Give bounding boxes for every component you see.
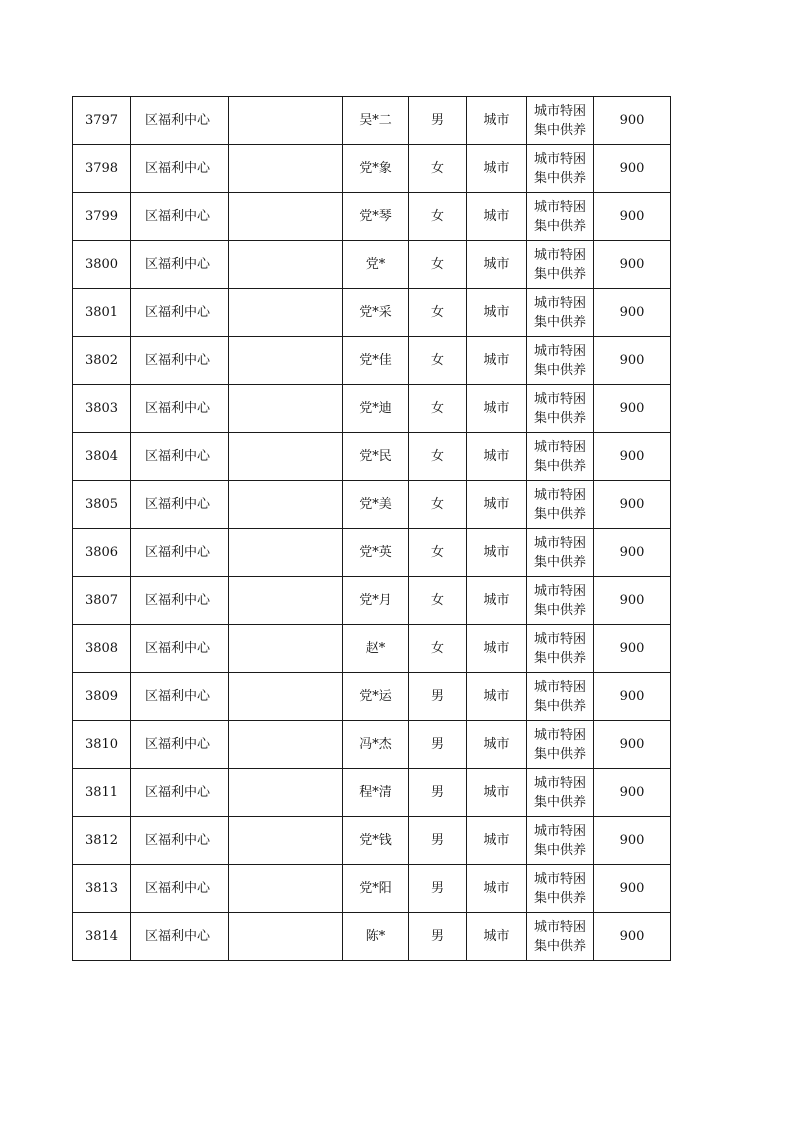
support-type-cell: [527, 625, 594, 673]
area-cell: 城市: [467, 145, 527, 193]
sex-cell: 女: [409, 433, 467, 481]
name-cell: 吴*二: [343, 97, 409, 145]
amount-cell: 900: [594, 289, 671, 337]
area-cell: 城市: [467, 721, 527, 769]
blank-cell: [229, 337, 343, 385]
unit-cell: 区福利中心: [131, 145, 229, 193]
sex-cell: 女: [409, 241, 467, 289]
amount-cell: 900: [594, 529, 671, 577]
support-type-line-1: 城市特困: [533, 439, 586, 455]
area-cell: 城市: [467, 865, 527, 913]
unit-cell: 区福利中心: [131, 337, 229, 385]
support-type-line-2: 集中供养: [533, 506, 586, 522]
row-number: 3807: [73, 577, 131, 625]
amount-cell: 900: [594, 913, 671, 961]
unit-cell: 区福利中心: [131, 817, 229, 865]
support-type-line-2: 集中供养: [533, 266, 586, 282]
row-number: 3808: [73, 625, 131, 673]
area-cell: 城市: [467, 97, 527, 145]
row-number: 3814: [73, 913, 131, 961]
support-type-cell: [527, 481, 594, 529]
support-type-line-1: 城市特困: [533, 103, 586, 119]
area-cell: 城市: [467, 817, 527, 865]
blank-cell: [229, 625, 343, 673]
name-cell: 党*钱: [343, 817, 409, 865]
support-type-line-1: 城市特困: [533, 247, 586, 263]
support-type-line-1: 城市特困: [533, 775, 586, 791]
blank-cell: [229, 721, 343, 769]
sex-cell: 女: [409, 625, 467, 673]
blank-cell: [229, 193, 343, 241]
support-type-line-2: 集中供养: [533, 698, 586, 714]
blank-cell: [229, 817, 343, 865]
support-type-cell: [527, 865, 594, 913]
name-cell: 赵*: [343, 625, 409, 673]
support-type-cell: [527, 577, 594, 625]
blank-cell: [229, 289, 343, 337]
sex-cell: 男: [409, 673, 467, 721]
sex-cell: 女: [409, 193, 467, 241]
blank-cell: [229, 529, 343, 577]
unit-cell: 区福利中心: [131, 577, 229, 625]
table-row: [73, 529, 671, 577]
table-row: [73, 577, 671, 625]
table-body: [73, 97, 671, 961]
name-cell: 党*民: [343, 433, 409, 481]
table-row: [73, 97, 671, 145]
support-type-line-1: 城市特困: [533, 823, 586, 839]
sex-cell: 女: [409, 529, 467, 577]
unit-cell: 区福利中心: [131, 769, 229, 817]
unit-cell: 区福利中心: [131, 193, 229, 241]
row-number: 3802: [73, 337, 131, 385]
sex-cell: 男: [409, 817, 467, 865]
blank-cell: [229, 913, 343, 961]
amount-cell: 900: [594, 721, 671, 769]
row-number: 3800: [73, 241, 131, 289]
name-cell: 党*月: [343, 577, 409, 625]
area-cell: 城市: [467, 337, 527, 385]
amount-cell: 900: [594, 625, 671, 673]
support-type-cell: [527, 97, 594, 145]
table-row: [73, 625, 671, 673]
name-cell: 党*阳: [343, 865, 409, 913]
blank-cell: [229, 385, 343, 433]
row-number: 3797: [73, 97, 131, 145]
support-type-line-2: 集中供养: [533, 314, 586, 330]
unit-cell: 区福利中心: [131, 721, 229, 769]
support-type-cell: [527, 817, 594, 865]
support-type-line-1: 城市特困: [533, 391, 586, 407]
support-type-line-1: 城市特困: [533, 295, 586, 311]
support-type-line-2: 集中供养: [533, 890, 586, 906]
amount-cell: 900: [594, 433, 671, 481]
area-cell: 城市: [467, 433, 527, 481]
amount-cell: 900: [594, 673, 671, 721]
blank-cell: [229, 769, 343, 817]
unit-cell: 区福利中心: [131, 481, 229, 529]
sex-cell: 女: [409, 145, 467, 193]
support-type-cell: [527, 145, 594, 193]
name-cell: 陈*: [343, 913, 409, 961]
row-number: 3798: [73, 145, 131, 193]
blank-cell: [229, 865, 343, 913]
area-cell: 城市: [467, 289, 527, 337]
table-row: [73, 481, 671, 529]
table-row: [73, 769, 671, 817]
amount-cell: 900: [594, 97, 671, 145]
blank-cell: [229, 481, 343, 529]
sex-cell: 女: [409, 577, 467, 625]
amount-cell: 900: [594, 769, 671, 817]
amount-cell: 900: [594, 145, 671, 193]
support-type-line-2: 集中供养: [533, 650, 586, 666]
table-row: [73, 193, 671, 241]
support-type-cell: [527, 529, 594, 577]
support-type-line-2: 集中供养: [533, 362, 586, 378]
sex-cell: 男: [409, 97, 467, 145]
row-number: 3801: [73, 289, 131, 337]
row-number: 3806: [73, 529, 131, 577]
support-type-cell: [527, 241, 594, 289]
area-cell: 城市: [467, 673, 527, 721]
support-type-line-1: 城市特困: [533, 919, 586, 935]
blank-cell: [229, 241, 343, 289]
unit-cell: 区福利中心: [131, 865, 229, 913]
table-row: [73, 433, 671, 481]
support-type-line-2: 集中供养: [533, 458, 586, 474]
support-type-cell: [527, 289, 594, 337]
support-type-line-1: 城市特困: [533, 871, 586, 887]
support-type-cell: [527, 913, 594, 961]
support-type-line-1: 城市特困: [533, 535, 586, 551]
row-number: 3809: [73, 673, 131, 721]
name-cell: 党*迪: [343, 385, 409, 433]
table-row: [73, 145, 671, 193]
name-cell: 党*运: [343, 673, 409, 721]
support-type-line-2: 集中供养: [533, 746, 586, 762]
area-cell: 城市: [467, 577, 527, 625]
area-cell: 城市: [467, 385, 527, 433]
blank-cell: [229, 577, 343, 625]
table-row: [73, 817, 671, 865]
amount-cell: 900: [594, 865, 671, 913]
area-cell: 城市: [467, 193, 527, 241]
support-type-line-1: 城市特困: [533, 199, 586, 215]
support-type-line-1: 城市特困: [533, 151, 586, 167]
row-number: 3812: [73, 817, 131, 865]
row-number: 3805: [73, 481, 131, 529]
name-cell: 党*琴: [343, 193, 409, 241]
sex-cell: 女: [409, 481, 467, 529]
amount-cell: 900: [594, 241, 671, 289]
area-cell: 城市: [467, 625, 527, 673]
sex-cell: 男: [409, 865, 467, 913]
support-type-cell: [527, 673, 594, 721]
amount-cell: 900: [594, 193, 671, 241]
amount-cell: 900: [594, 337, 671, 385]
row-number: 3804: [73, 433, 131, 481]
support-type-line-2: 集中供养: [533, 170, 586, 186]
table-row: [73, 289, 671, 337]
name-cell: 党*佳: [343, 337, 409, 385]
blank-cell: [229, 673, 343, 721]
name-cell: 党*: [343, 241, 409, 289]
sex-cell: 女: [409, 289, 467, 337]
support-type-cell: [527, 433, 594, 481]
amount-cell: 900: [594, 385, 671, 433]
area-cell: 城市: [467, 529, 527, 577]
unit-cell: 区福利中心: [131, 433, 229, 481]
name-cell: 党*英: [343, 529, 409, 577]
support-type-line-2: 集中供养: [533, 842, 586, 858]
name-cell: 党*美: [343, 481, 409, 529]
blank-cell: [229, 433, 343, 481]
unit-cell: 区福利中心: [131, 529, 229, 577]
table-row: [73, 385, 671, 433]
unit-cell: 区福利中心: [131, 241, 229, 289]
table-row: [73, 673, 671, 721]
support-type-line-2: 集中供养: [533, 794, 586, 810]
support-type-line-1: 城市特困: [533, 631, 586, 647]
support-type-cell: [527, 337, 594, 385]
support-type-cell: [527, 193, 594, 241]
sex-cell: 男: [409, 913, 467, 961]
sex-cell: 男: [409, 721, 467, 769]
support-type-line-1: 城市特困: [533, 343, 586, 359]
unit-cell: 区福利中心: [131, 385, 229, 433]
row-number: 3799: [73, 193, 131, 241]
support-type-line-1: 城市特困: [533, 679, 586, 695]
support-type-line-2: 集中供养: [533, 122, 586, 138]
support-type-line-1: 城市特困: [533, 583, 586, 599]
support-type-cell: [527, 769, 594, 817]
support-type-line-2: 集中供养: [533, 938, 586, 954]
amount-cell: 900: [594, 577, 671, 625]
area-cell: 城市: [467, 241, 527, 289]
name-cell: 党*采: [343, 289, 409, 337]
table-row: [73, 865, 671, 913]
area-cell: 城市: [467, 913, 527, 961]
row-number: 3811: [73, 769, 131, 817]
support-type-line-2: 集中供养: [533, 554, 586, 570]
support-type-line-2: 集中供养: [533, 602, 586, 618]
unit-cell: 区福利中心: [131, 97, 229, 145]
sex-cell: 女: [409, 385, 467, 433]
support-type-cell: [527, 721, 594, 769]
amount-cell: 900: [594, 481, 671, 529]
row-number: 3810: [73, 721, 131, 769]
table-row: [73, 337, 671, 385]
area-cell: 城市: [467, 769, 527, 817]
support-type-cell: [527, 385, 594, 433]
support-type-line-2: 集中供养: [533, 218, 586, 234]
table-row: [73, 241, 671, 289]
table-row: [73, 913, 671, 961]
beneficiary-table: [72, 96, 671, 961]
sex-cell: 女: [409, 337, 467, 385]
blank-cell: [229, 145, 343, 193]
name-cell: 党*象: [343, 145, 409, 193]
support-type-line-1: 城市特困: [533, 727, 586, 743]
amount-cell: 900: [594, 817, 671, 865]
blank-cell: [229, 97, 343, 145]
support-type-line-2: 集中供养: [533, 410, 586, 426]
name-cell: 冯*杰: [343, 721, 409, 769]
row-number: 3803: [73, 385, 131, 433]
unit-cell: 区福利中心: [131, 289, 229, 337]
table-row: [73, 721, 671, 769]
support-type-line-1: 城市特困: [533, 487, 586, 503]
sex-cell: 男: [409, 769, 467, 817]
unit-cell: 区福利中心: [131, 913, 229, 961]
unit-cell: 区福利中心: [131, 625, 229, 673]
area-cell: 城市: [467, 481, 527, 529]
row-number: 3813: [73, 865, 131, 913]
name-cell: 程*清: [343, 769, 409, 817]
unit-cell: 区福利中心: [131, 673, 229, 721]
